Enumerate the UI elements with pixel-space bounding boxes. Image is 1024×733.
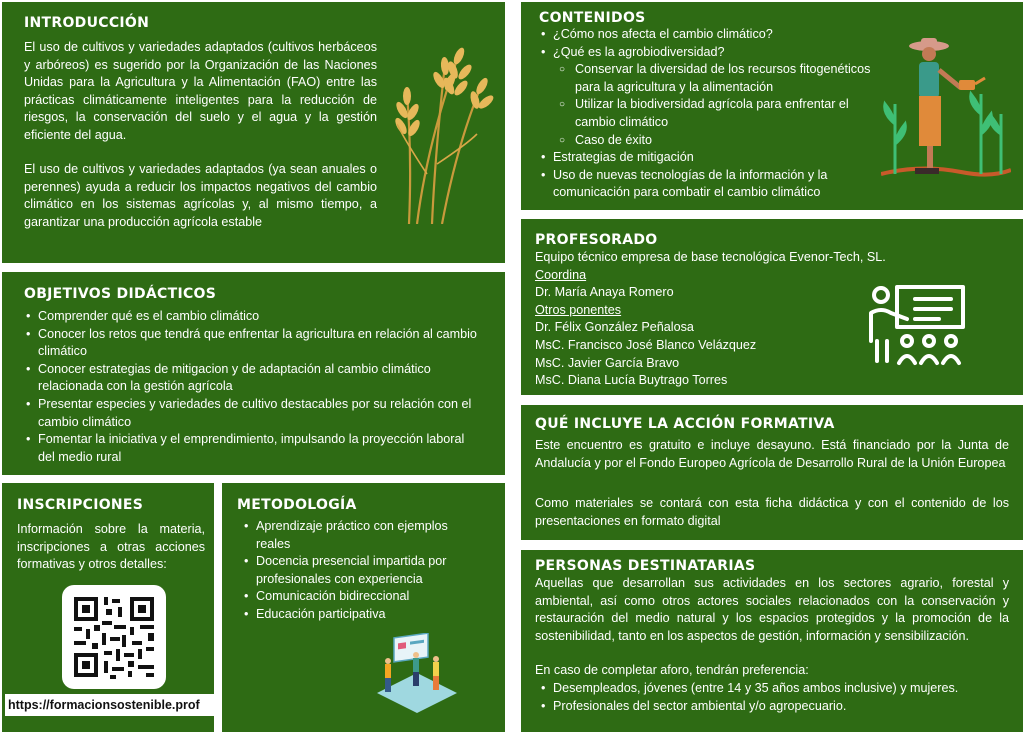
- sub-list-item: ○ Caso de éxito: [553, 132, 879, 150]
- list-item: • Comprender qué es el cambio climático: [24, 308, 484, 326]
- objetivos-list: [24, 308, 484, 466]
- ponente-name: MsC. Javier García Bravo: [535, 355, 680, 370]
- incluye-paragraph-2: Como materiales se contará con esta ficha didáctica y con el contenido de los presentaciones en formato digital: [535, 496, 1009, 528]
- intro-title: INTRODUCCIÓN: [24, 15, 150, 31]
- incluye-paragraph-1: Este encuentro es gratuito e incluye desayuno. Está financiado por la Junta de Andalucía y por el Fondo Europeo Agrícola de Desarrollo Rural de la Unión Europea: [535, 438, 1009, 470]
- teacher-board-icon: [867, 283, 967, 369]
- list-item: • Estrategias de mitigación: [539, 149, 879, 167]
- ponente-name: MsC. Diana Lucía Buytrago Torres: [535, 373, 728, 388]
- sub-list-item: ○ Utilizar la biodiversidad agrícola para enfrentar el cambio climático: [553, 96, 879, 131]
- destinatarias-paragraph-1: Aquellas que desarrollan sus actividades en los sectores agrario, forestal y ambiental, así como otros actores sociales relacionados con la conservación y restauración del medio natural y los espacios protegidos y la promoción de la sostenibilidad, tanto en los aspectos de gestión, información y sensibilización.: [535, 576, 1009, 643]
- ponente-name: Dr. Félix González Peñalosa: [535, 320, 694, 335]
- incluye-title: QUÉ INCLUYE LA ACCIÓN FORMATIVA: [535, 416, 835, 432]
- objetivos-title: OBJETIVOS DIDÁCTICOS: [24, 286, 217, 302]
- list-item: • Presentar especies y variedades de cultivo destacables por su relación con el cambio climático: [24, 396, 484, 431]
- wheat-icon: [387, 24, 497, 224]
- profesorado-panel: [521, 219, 1023, 395]
- intro-paragraph-1: El uso de cultivos y variedades adaptados (cultivos herbáceos y arbóreos) es sugerido por la Organización de las Naciones Unidas para la Agricultura y la Alimentación (FAO) entre las prácticas climáticamente inteligentes para la reducción de riesgos, la conservación del suelo y el agua y la gestión eficiente del agua.: [24, 40, 377, 142]
- profesorado-title: PROFESORADO: [535, 232, 658, 248]
- qr-code-icon[interactable]: [62, 585, 166, 689]
- list-item: • Conocer estrategias de mitigacion y de adaptación al cambio climático relacionada con la gestión agrícola: [24, 361, 484, 396]
- intro-paragraph-2: El uso de cultivos y variedades adaptados (ya sean anuales o perennes) ayuda a reducir los impactos negativos del cambio climático en los sistemas agrícolas y, al mismo tiempo, a garantizar una producción agrícola estable: [24, 162, 377, 229]
- team-whiteboard-illustration: [372, 633, 462, 713]
- list-item: • Comunicación bidireccional: [242, 588, 462, 606]
- list-item: • ¿Qué es la agrobiodiversidad?: [539, 44, 879, 62]
- profesorado-intro: Equipo técnico empresa de base tecnológica Evenor-Tech, SL.: [535, 250, 886, 264]
- list-item: • Profesionales del sector ambiental y/o agropecuario.: [539, 698, 1009, 716]
- destinatarias-list: [539, 680, 1009, 715]
- list-item: • Desempleados, jóvenes (entre 14 y 35 años ambos inclusive) y mujeres.: [539, 680, 1009, 698]
- destinatarias-title: PERSONAS DESTINATARIAS: [535, 558, 756, 574]
- inscripciones-url-link[interactable]: https://formacionsostenible.prof: [5, 694, 215, 716]
- ponente-name: MsC. Francisco José Blanco Velázquez: [535, 337, 757, 352]
- coordina-name: Dr. María Anaya Romero: [535, 285, 674, 300]
- objetivos-panel: [2, 272, 505, 475]
- list-item: • Educación participativa: [242, 606, 462, 624]
- farmer-watering-icon: [881, 34, 1011, 184]
- destinatarias-paragraph-2: En caso de completar aforo, tendrán preferencia:: [535, 663, 809, 677]
- ponentes-label: Otros ponentes: [535, 302, 622, 317]
- qr-code-graphic: [62, 585, 166, 689]
- metodologia-title: METODOLOGÍA: [237, 497, 357, 513]
- intro-panel: [2, 2, 505, 263]
- destinatarias-panel: [521, 550, 1023, 732]
- list-item: • Aprendizaje práctico con ejemplos reales: [242, 518, 462, 553]
- contenidos-list: [539, 26, 879, 202]
- inscripciones-panel: [2, 483, 214, 732]
- contenidos-panel: [521, 2, 1023, 210]
- coordina-label: Coordina: [535, 267, 587, 282]
- inscripciones-text: Información sobre la materia, inscripciones a otras acciones formativas y otros detalles:: [17, 522, 205, 572]
- list-item: • Conocer los retos que tendrá que enfrentar la agricultura en relación al cambio climático: [24, 326, 484, 361]
- metodologia-list: [242, 518, 462, 624]
- list-item: • ¿Cómo nos afecta el cambio climático?: [539, 26, 879, 44]
- contenidos-title: CONTENIDOS: [539, 10, 646, 26]
- list-item: • Fomentar la iniciativa y el emprendimiento, impulsando la proyección laboral del medio rural: [24, 431, 484, 466]
- sub-list-item: ○ Conservar la diversidad de los recursos fitogenéticos para la agricultura y la alimentación: [553, 61, 879, 96]
- inscripciones-title: INSCRIPCIONES: [17, 497, 144, 513]
- list-item: • Uso de nuevas tecnologías de la información y la comunicación para combatir el cambio climático: [539, 167, 879, 202]
- list-item: • Docencia presencial impartida por profesionales con experiencia: [242, 553, 462, 588]
- metodologia-panel: [222, 483, 505, 732]
- incluye-panel: [521, 405, 1023, 540]
